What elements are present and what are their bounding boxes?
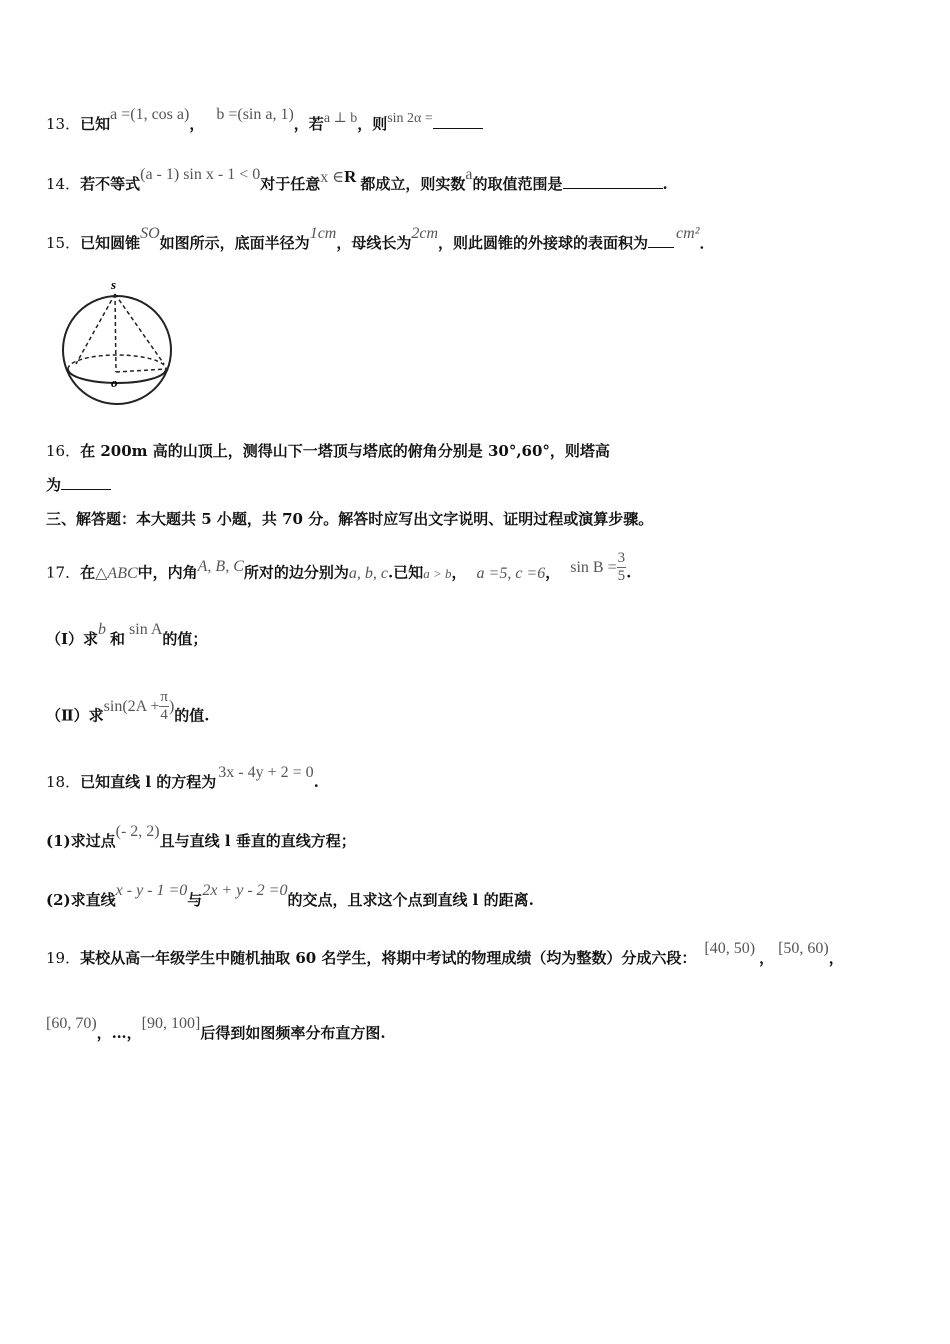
question-18-part-2: (2)求直线x - y - 1 =0与2x + y - 2 =0的交点，且求这个点到直线 l 的距离.: [46, 882, 534, 909]
math-2cm: 2cm: [411, 225, 439, 242]
question-19-cont: [60, 70)，…，[90, 100]后得到如图频率分布直方图.: [46, 1015, 386, 1042]
answer-blank: [61, 488, 111, 490]
question-16-cont: 为: [46, 474, 111, 495]
math-interval-1: [40, 50): [704, 940, 756, 957]
math-a-gt-b: a > b: [423, 565, 452, 581]
cone-axis: [115, 294, 116, 372]
math-SO: SO: [140, 225, 160, 242]
question-18: 18．已知直线 l 的方程为3x - 4y + 2 = 0.: [46, 764, 319, 791]
math-b: b: [98, 621, 107, 638]
label-o: o: [111, 375, 118, 390]
math-interval-4: [90, 100]: [141, 1015, 201, 1032]
math-interval-2: [50, 60): [778, 940, 829, 957]
question-17-part-1: （Ⅰ）求b和sin A的值；: [46, 621, 208, 648]
cone-slant-left: [76, 294, 115, 364]
answer-blank: [433, 127, 483, 129]
math-values: a =5, c =6: [476, 564, 546, 582]
math-sinB: sin B =: [570, 558, 617, 576]
label-s: s: [111, 277, 117, 292]
question-18-part-1: (1)求过点(- 2, 2)且与直线 l 垂直的直线方程；: [46, 823, 356, 850]
math-cm2: cm²: [676, 225, 700, 242]
math-1cm: 1cm: [309, 225, 337, 242]
math-inequality: (a - 1) sin x - 1 < 0: [140, 166, 261, 183]
math-interval-3: [60, 70): [46, 1015, 97, 1032]
math-line-eq: 3x - 4y + 2 = 0: [218, 764, 314, 781]
math-line-2: 2x + y - 2 =0: [202, 882, 288, 899]
cone-sphere-figure: [56, 276, 180, 410]
question-14: 14．若不等式(a - 1) sin x - 1 < 0对于任意x ∈R 都成立，则实数a的取值范围是 .: [46, 166, 668, 193]
math-triangle: △ABC: [95, 564, 138, 582]
fraction-pi-4: $\frac{\pi}{4}$: [160, 689, 168, 723]
question-19: 19．某校从高一年级学生中随机抽取 60 名学生，将期中考试的物理成绩（均为整数）分成六段：[40, 50)，[50, 60)，: [46, 940, 844, 967]
math-perp: a ⊥ b: [323, 111, 358, 126]
question-13: 13．已知a =(1, cos a)，b =(sin a, 1)，若a ⊥ b，则sin 2α =: [46, 113, 483, 134]
question-17: 17．在△ABC中，内角A, B, C所对的边分别为a, b, c.已知a > b， a =5, c =6， sin B = $\frac{3}{5}$ .: [46, 550, 632, 584]
math-sinA: sin A: [129, 621, 163, 638]
math-sin-expr: sin(2A +: [103, 697, 160, 715]
question-15: 15．已知圆锥SO如图所示，底面半径为1cm，母线长为2cm，则此圆锥的外接球的表面积为cm²．: [46, 225, 715, 252]
fraction-3-5: $\frac{3}{5}$: [617, 550, 626, 584]
math-vector-b: b =(sin a, 1): [216, 106, 294, 123]
math-x-in: x ∈: [320, 169, 345, 186]
question-number: 13．: [46, 115, 81, 133]
math-sides: a, b, c: [348, 564, 388, 582]
answer-blank: [648, 246, 674, 248]
section-heading: 三、解答题：本大题共 5 小题，共 70 分。解答时应写出文字说明、证明过程或演算步骤。: [46, 510, 654, 528]
math-point: (- 2, 2): [115, 823, 160, 840]
math-a: a: [465, 166, 473, 183]
question-17-part-2: （Ⅱ）求sin(2A + $\frac{\pi}{4}$ )的值.: [46, 689, 210, 725]
math-line-1: x - y - 1 =0: [115, 882, 188, 899]
cone-slant-right: [115, 294, 164, 364]
question-16: 16．在 200m 高的山顶上，测得山下一塔顶与塔底的俯角分别是 30°,60°，则塔高: [46, 442, 610, 460]
math-sin2a: sin 2α =: [387, 111, 433, 126]
cone-radius: [116, 369, 166, 372]
math-angles: A, B, C: [197, 557, 244, 575]
answer-blank: [563, 187, 663, 189]
math-vector-a: a =(1, cos a): [110, 106, 190, 123]
cone-base-back: [68, 355, 166, 369]
